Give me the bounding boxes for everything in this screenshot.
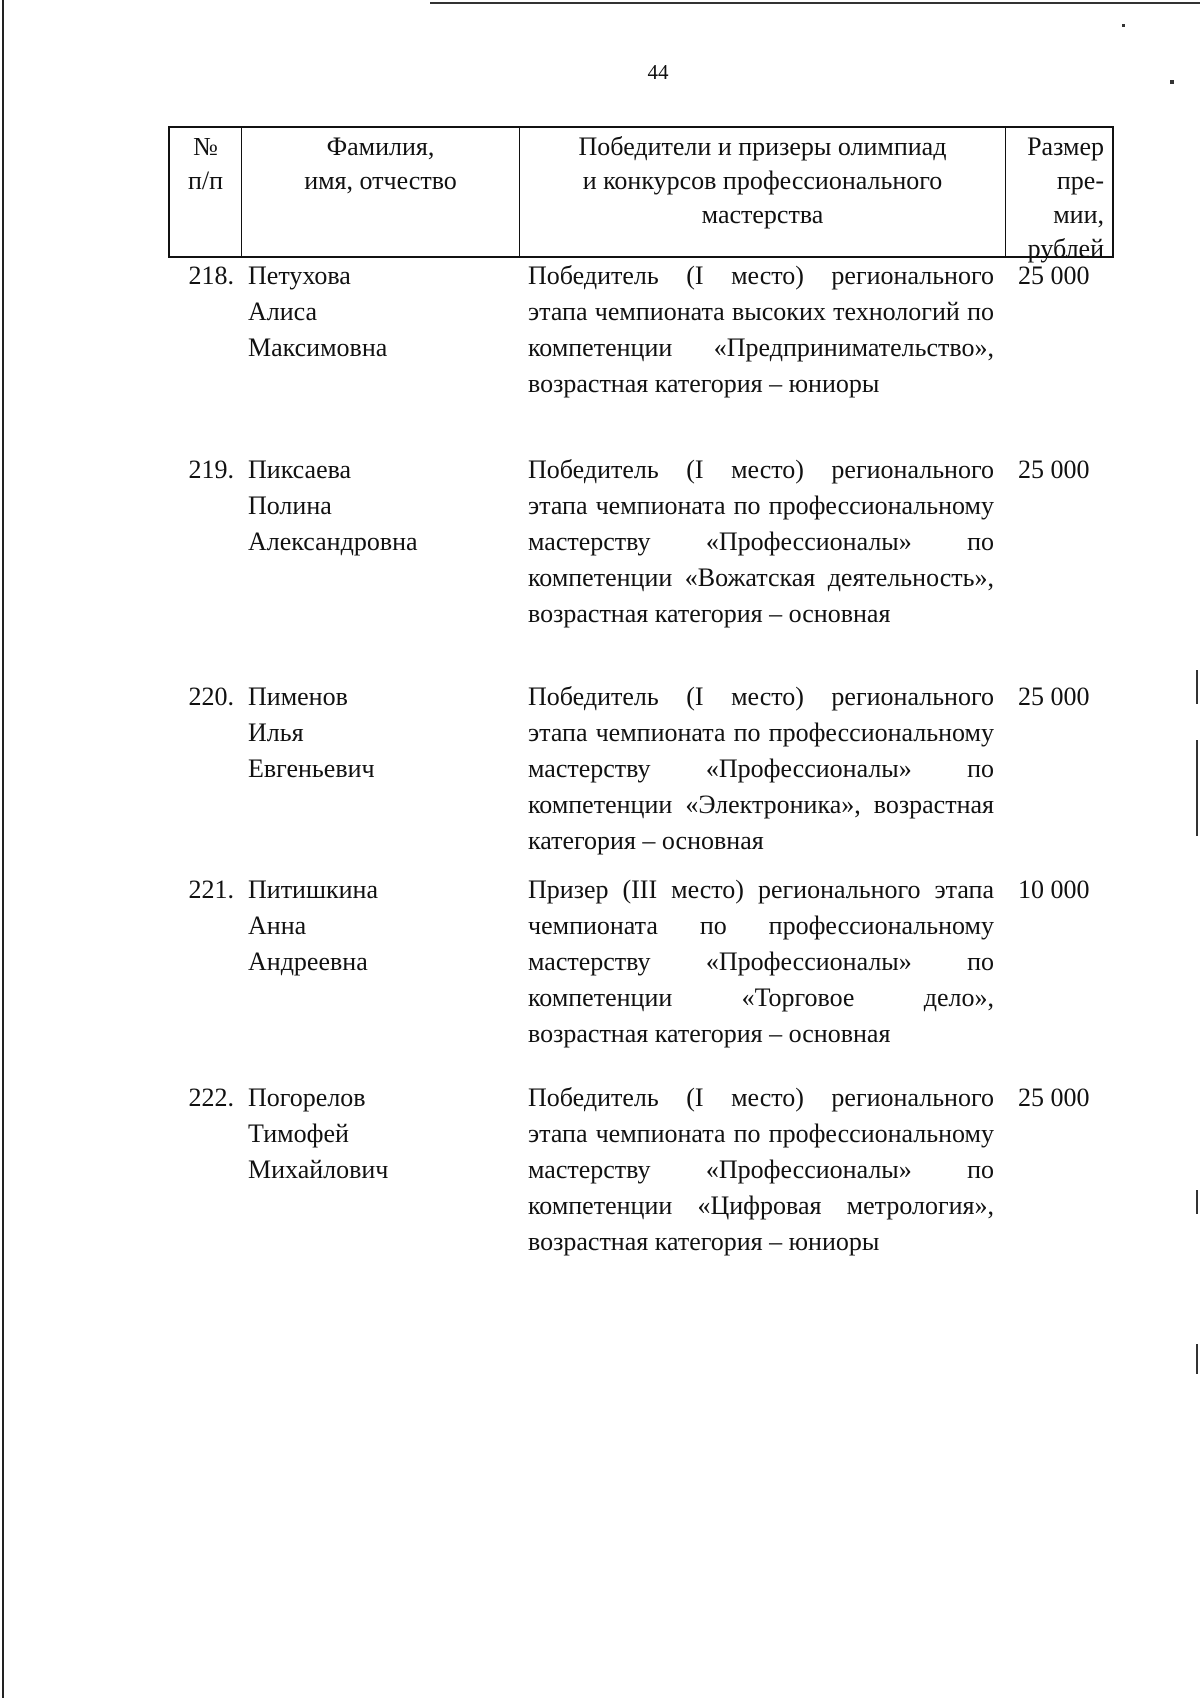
table-row [168, 452, 1114, 679]
scan-speck [1122, 24, 1125, 27]
scan-edge-left [2, 0, 4, 1698]
row-achievement: Победитель (I место) регионального этапа чемпионата по профессиональному мастерству «Профессионалы» по компетенции «Вожатская деятельность», возрастная категория – основная [528, 455, 994, 628]
page-number: 44 [647, 60, 669, 84]
row-full-name: Погорелов Тимофей Михайлович [248, 1083, 389, 1184]
header-full-name: Фамилия, имя, отчество [242, 128, 520, 256]
row-number: 221. [188, 875, 234, 904]
row-prize-amount: 10 000 [1018, 875, 1090, 904]
table-row [168, 258, 1114, 452]
table-row [168, 1080, 1114, 1270]
header-prize-amount: Размер пре- мии, рублей [1027, 132, 1104, 263]
row-prize-amount: 25 000 [1018, 682, 1090, 711]
scan-edge-top [430, 2, 1200, 4]
table-row [168, 679, 1114, 872]
row-number: 220. [188, 682, 234, 711]
header-number: № п/п [170, 128, 242, 256]
table-body [168, 258, 1114, 1270]
row-number: 218. [188, 261, 234, 290]
header-achievement: Победители и призеры олимпиад и конкурсов профессионального мастерства [520, 128, 1006, 256]
row-full-name: Питишкина Анна Андреевна [248, 875, 378, 976]
row-prize-amount: 25 000 [1018, 455, 1090, 484]
row-number: 222. [188, 1083, 234, 1112]
row-full-name: Петухова Алиса Максимовна [248, 261, 388, 362]
row-prize-amount: 25 000 [1018, 261, 1090, 290]
scan-speck [1196, 1344, 1198, 1374]
row-achievement: Победитель (I место) регионального этапа чемпионата высоких технологий по компетенции «Предпринимательство», возрастная категория – юниоры [528, 261, 994, 398]
row-achievement: Призер (III место) регионального этапа чемпионата по профессиональному мастерству «Профессионалы» по компетенции «Торговое дело», возрастная категория – основная [528, 875, 994, 1048]
scan-speck [1196, 670, 1198, 704]
row-full-name: Пименов Илья Евгеньевич [248, 682, 375, 783]
scan-speck [1196, 740, 1198, 836]
row-full-name: Пиксаева Полина Александровна [248, 455, 418, 556]
row-achievement: Победитель (I место) регионального этапа чемпионата по профессиональному мастерству «Профессионалы» по компетенции «Электроника», возрастная категория – основная [528, 682, 994, 855]
row-achievement: Победитель (I место) регионального этапа чемпионата по профессиональному мастерству «Профессионалы» по компетенции «Цифровая метрология», возрастная категория – юниоры [528, 1083, 994, 1256]
row-prize-amount: 25 000 [1018, 1083, 1090, 1112]
scan-speck [1196, 1190, 1198, 1214]
table-row [168, 872, 1114, 1080]
row-number: 219. [188, 455, 234, 484]
table-header [168, 126, 1114, 263]
